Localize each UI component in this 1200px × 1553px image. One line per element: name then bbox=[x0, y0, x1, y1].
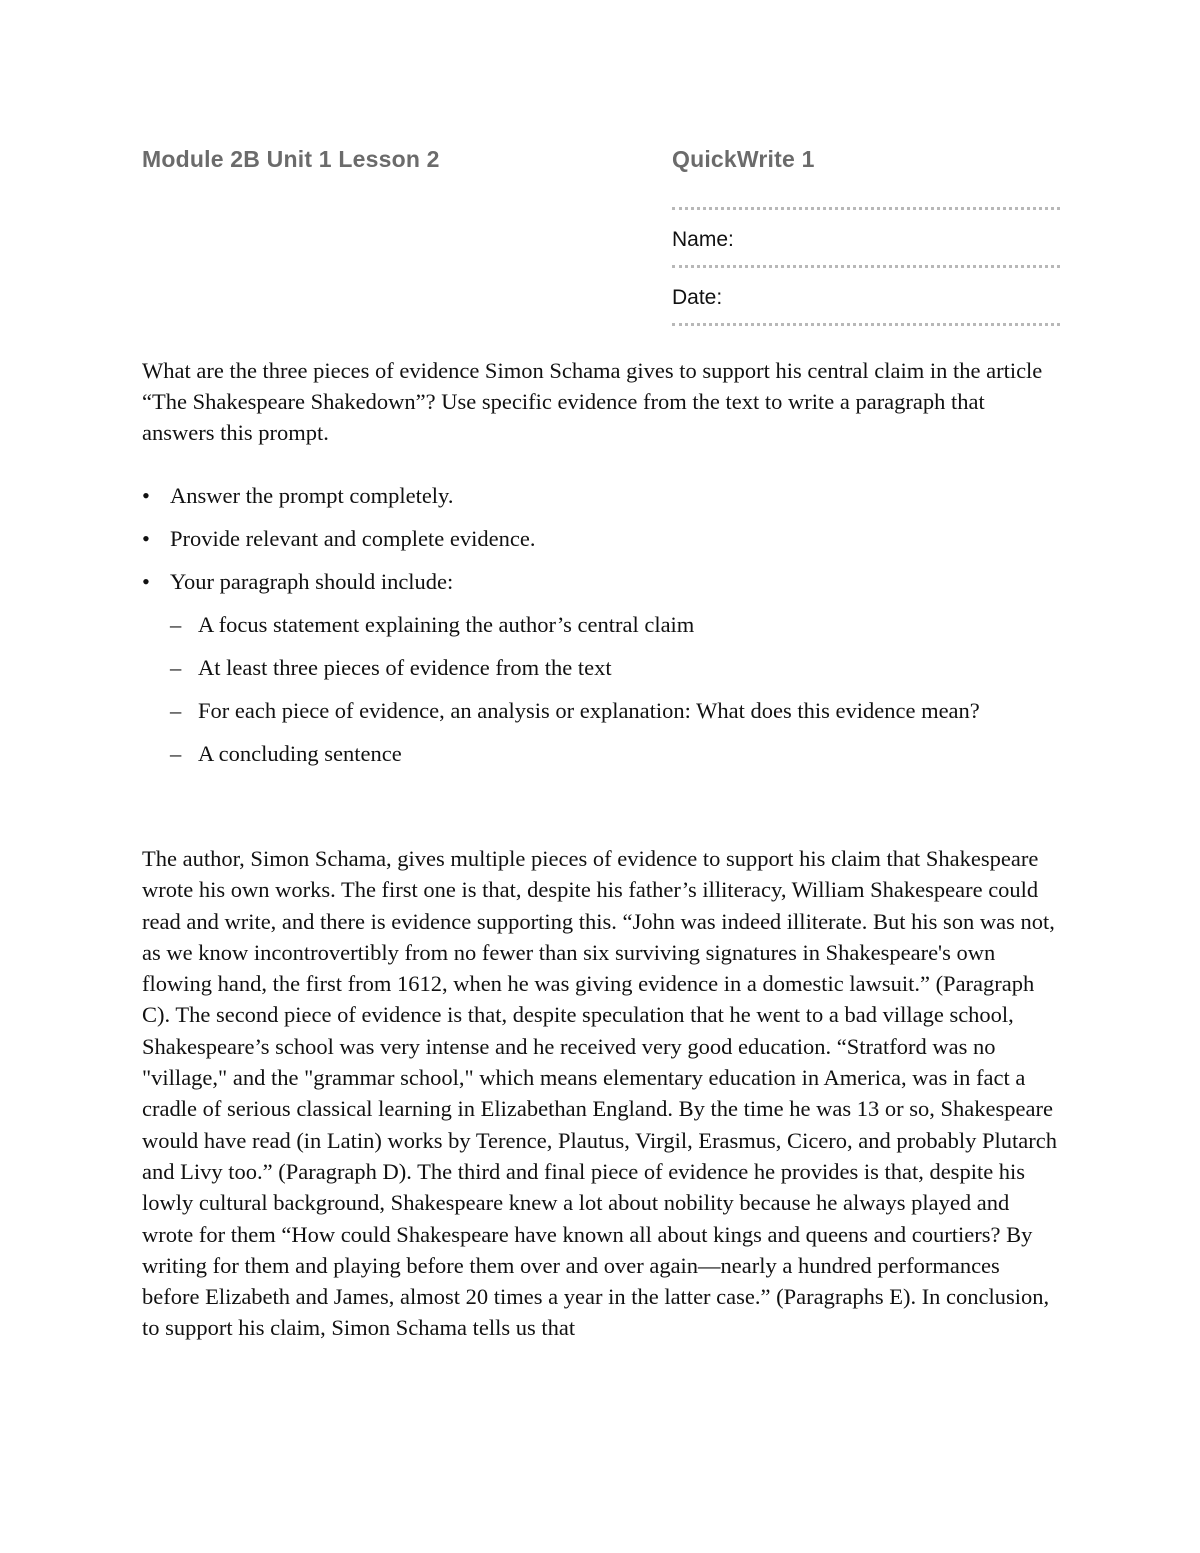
name-line bbox=[672, 265, 1060, 268]
dash-icon: – bbox=[170, 698, 182, 723]
header-divider bbox=[672, 207, 1060, 210]
list-item bbox=[142, 566, 1062, 597]
sub-list-item-text: A concluding sentence bbox=[198, 741, 402, 766]
sub-list-item-text: For each piece of evidence, an analysis or explanation: What does this evidence mean? bbox=[198, 698, 980, 723]
dash-icon: – bbox=[170, 655, 182, 680]
bullet-icon: • bbox=[142, 526, 150, 551]
dash-icon: – bbox=[170, 741, 182, 766]
list-item-text: Provide relevant and complete evidence. bbox=[170, 526, 536, 551]
list-item bbox=[142, 480, 1062, 511]
dash-icon: – bbox=[170, 612, 182, 637]
date-line bbox=[672, 323, 1060, 326]
requirements-list bbox=[142, 480, 1062, 781]
sub-list-item bbox=[142, 738, 1062, 769]
sub-list-item-text: A focus statement explaining the author’s central claim bbox=[198, 612, 695, 637]
date-label: Date: bbox=[672, 286, 723, 309]
prompt-text: What are the three pieces of evidence Simon Schama gives to support his central claim in the article “The Shakespeare Shakedown”? Use specific evidence from the text to write a paragraph that answers this prompt. bbox=[142, 358, 1043, 445]
list-item-text: Your paragraph should include: bbox=[170, 569, 454, 594]
answer-paragraph: The author, Simon Schama, gives multiple pieces of evidence to support his claim that Shakespeare wrote his own works. The first one is that, despite his father’s illiteracy, William Shakespeare could read and write, and there is evidence supporting this. “John was indeed illiterate. But his son was not, as we know incontrovertibly from no fewer than six surviving signatures in Shakespeare's own flowing hand, the first from 1612, when he was giving evidence in a domestic lawsuit.” (Paragraph C). The second piece of evidence is that, despite speculation that he went to a bad village school, Shakespeare’s school was very intense and he received very good education. “Stratford was no "village," and the "grammar school," which means elementary education in America, was in fact a cradle of serious classical learning in Elizabethan England. By the time he was 13 or so, Shakespeare would have read (in Latin) works by Terence, Plautus, Virgil, Erasmus, Cicero, and probably Plutarch and Livy too.” (Paragraph D). The third and final piece of evidence he provides is that, despite his lowly cultural background, Shakespeare knew a lot about nobility because he always played and wrote for them “How could Shakespeare have known all about kings and queens and courtiers? By writing for them and playing before them over and over again—nearly a hundred performances before Elizabeth and James, almost 20 times a year in the latter case.” (Paragraphs E). In conclusion, to support his claim, Simon Schama tells us that bbox=[142, 846, 1057, 1341]
name-label: Name: bbox=[672, 228, 734, 251]
quickwrite-title: QuickWrite 1 bbox=[672, 146, 815, 172]
sub-list-item bbox=[142, 695, 1062, 726]
list-item-text: Answer the prompt completely. bbox=[170, 483, 454, 508]
list-item bbox=[142, 523, 1062, 554]
sub-list-item bbox=[142, 652, 1062, 683]
sub-list-item-text: At least three pieces of evidence from the text bbox=[198, 655, 612, 680]
bullet-icon: • bbox=[142, 569, 150, 594]
bullet-icon: • bbox=[142, 483, 150, 508]
lesson-title: Module 2B Unit 1 Lesson 2 bbox=[142, 146, 440, 172]
sub-list-item bbox=[142, 609, 1062, 640]
